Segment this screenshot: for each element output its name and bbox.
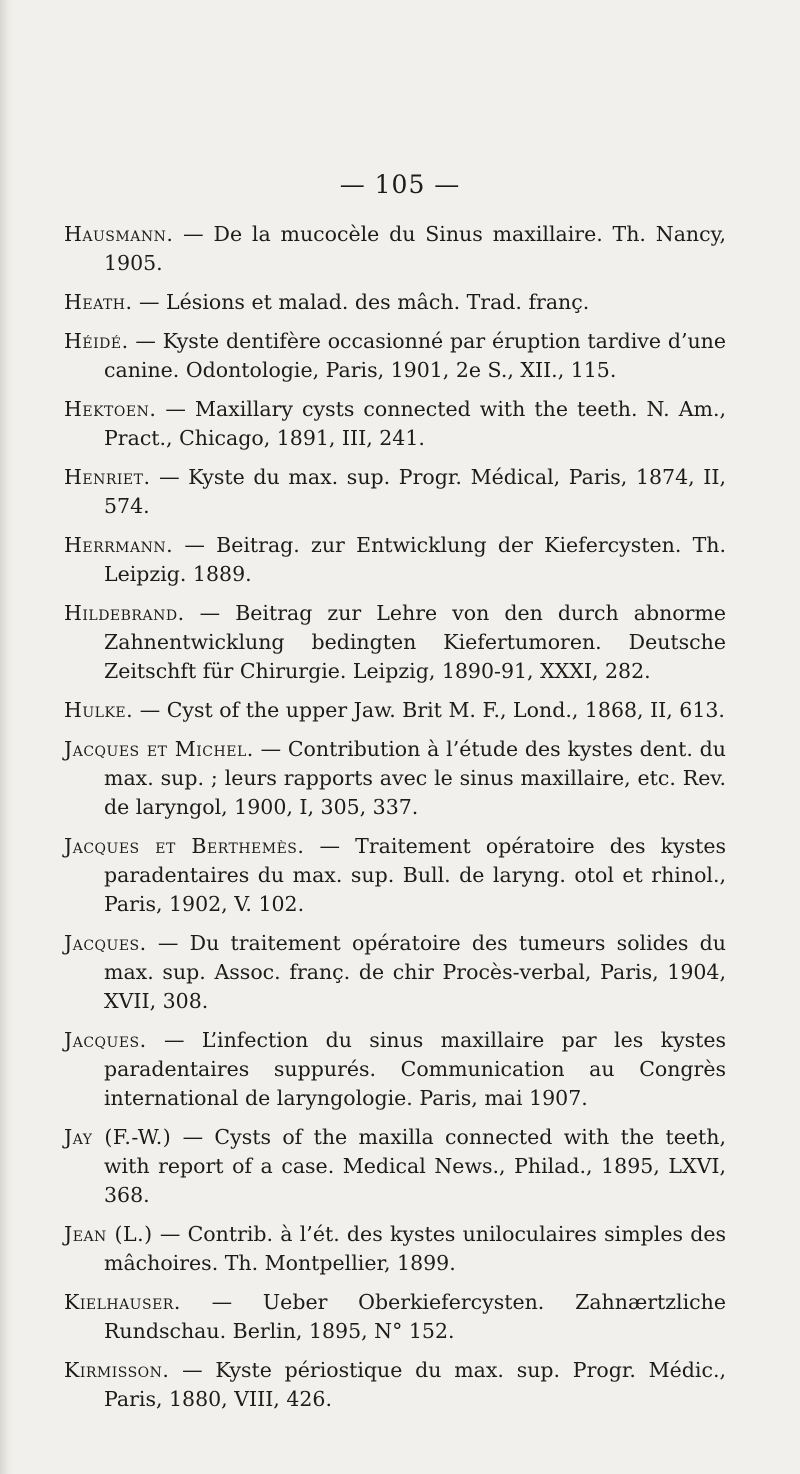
bibliography-entry	[64, 929, 726, 1016]
bibliography-entry	[64, 395, 726, 453]
entry-author: Henriet.	[64, 465, 151, 489]
entry-author: Héidé.	[64, 329, 129, 353]
bibliography-entry	[64, 599, 726, 686]
bibliography-entry	[64, 531, 726, 589]
entry-author: Heath.	[64, 290, 133, 314]
entry-author: Jacques.	[64, 931, 147, 955]
bibliography-entry	[64, 463, 726, 521]
bibliography-entry	[64, 1123, 726, 1210]
entry-text: — Ueber Oberkiefercysten. Zahnærtzliche Rundschau. Berlin, 1895, N° 152.	[104, 1290, 726, 1343]
entry-author: Hildebrand.	[64, 601, 185, 625]
entry-text: — Beitrag. zur Entwicklung der Kiefercysten. Th. Leipzig. 1889.	[104, 533, 726, 586]
bibliography-entry	[64, 1220, 726, 1278]
entry-text: — Kyste du max. sup. Progr. Médical, Paris, 1874, II, 574.	[104, 465, 726, 518]
bibliography-entry	[64, 220, 726, 278]
entry-author: Hausmann.	[64, 222, 174, 246]
entry-text: — Contribution à l’étude des kystes dent. du max. sup. ; leurs rapports avec le sinus maxillaire, etc. Rev. de laryngol, 1900, I, 305, 337.	[104, 737, 726, 819]
bibliography-entry	[64, 735, 726, 822]
page-edge	[0, 0, 14, 1474]
entry-text: — Cysts of the maxilla connected with the teeth, with report of a case. Medical News., Philad., 1895, LXVI, 368.	[104, 1125, 727, 1207]
entry-author: Hektoen.	[64, 397, 157, 421]
entry-text: — Du traitement opératoire des tumeurs solides du max. sup. Assoc. franç. de chir Procès-verbal, Paris, 1904, XVII, 308.	[104, 931, 726, 1013]
bibliography-entry	[64, 1356, 726, 1414]
entry-author: Jacques et Michel.	[64, 737, 254, 761]
page-number: — 105 —	[339, 170, 461, 199]
entry-text: — Maxillary cysts connected with the teeth. N. Am., Pract., Chicago, 1891, III, 241.	[104, 397, 726, 450]
entry-author: Herrmann.	[64, 533, 174, 557]
entry-text: — Contrib. à l’ét. des kystes uniloculaires simples des mâchoires. Th. Montpellier, 1899.	[104, 1222, 726, 1275]
bibliography-entry	[64, 1288, 726, 1346]
bibliography-entry	[64, 288, 726, 317]
entry-text: — Traitement opératoire des kystes paradentaires du max. sup. Bull. de laryng. otol et rhinol., Paris, 1902, V. 102.	[104, 834, 726, 916]
bibliography-entry	[64, 832, 726, 919]
entry-author: Kielhauser.	[64, 1290, 181, 1314]
entry-text: — Beitrag zur Lehre von den durch abnorme Zahnentwicklung bedingten Kiefertumoren. Deutsche Zeitschft für Chirurgie. Leipzig, 1890-91, XXXI, 282.	[104, 601, 726, 683]
entry-author: Hulke.	[64, 698, 134, 722]
entry-author: Kirmisson.	[64, 1358, 170, 1382]
entry-text: — Lésions et malad. des mâch. Trad. franç.	[132, 290, 590, 314]
entry-text: — De la mucocèle du Sinus maxillaire. Th. Nancy, 1905.	[104, 222, 726, 275]
bibliography-entry	[64, 1026, 726, 1113]
bibliography-entry	[64, 696, 726, 725]
entry-author: Jacques.	[64, 1028, 147, 1052]
entry-author: Jacques et Berthemès.	[64, 834, 305, 858]
entry-text: — Kyste périostique du max. sup. Progr. Médic., Paris, 1880, VIII, 426.	[104, 1358, 726, 1411]
bibliography-entry	[64, 327, 726, 385]
entry-text: — Kyste dentifère occasionné par éruption tardive d’une canine. Odontologie, Paris, 1901, 2e S., XII., 115.	[104, 329, 726, 382]
entry-text: — L’infection du sinus maxillaire par les kystes paradentaires suppurés. Communication au Congrès international de laryngologie. Paris, mai 1907.	[104, 1028, 726, 1110]
entry-author: Jean (L.)	[64, 1222, 153, 1246]
bibliography-list	[64, 220, 726, 1424]
entry-author: Jay (F.-W.)	[64, 1125, 172, 1149]
entry-text: — Cyst of the upper Jaw. Brit M. F., Lond., 1868, II, 613.	[133, 698, 725, 722]
